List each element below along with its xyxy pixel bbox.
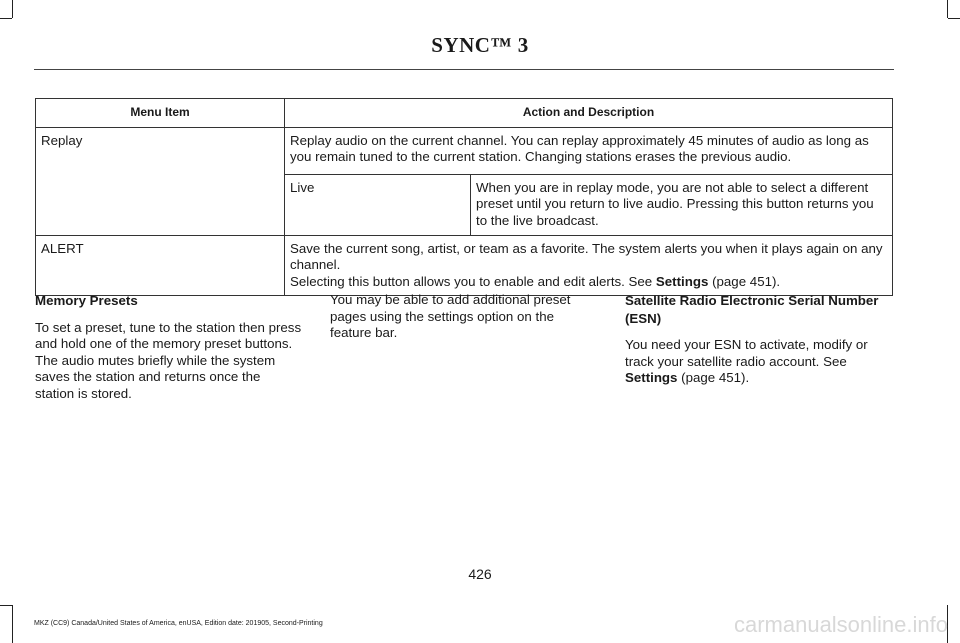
column-right bbox=[625, 292, 893, 397]
page-reference: (page 451). bbox=[712, 273, 781, 289]
column-header-menu-item: Menu Item bbox=[36, 99, 285, 128]
action-description-text: Selecting this button allows you to enable and edit alerts. See bbox=[290, 273, 653, 289]
crop-mark bbox=[12, 605, 13, 643]
action-cell bbox=[285, 235, 893, 296]
crop-mark bbox=[0, 605, 12, 606]
table-header-row bbox=[36, 99, 893, 128]
action-description: Save the current song, artist, or team as a favorite. The system alerts you when it plays again on any channel. bbox=[290, 240, 883, 273]
page-title: SYNC™ 3 bbox=[431, 33, 529, 57]
esn-text-block bbox=[625, 337, 893, 387]
esn-heading: Satellite Radio Electronic Serial Number (ESN) bbox=[625, 293, 879, 326]
footer-edition-info: MKZ (CC9) Canada/United States of America, enUSA, Edition date: 201905, Second-Printing bbox=[34, 620, 323, 627]
menu-table bbox=[35, 98, 893, 296]
crop-mark bbox=[948, 18, 960, 19]
settings-link[interactable]: Settings bbox=[625, 370, 678, 386]
action-description: Replay audio on the current channel. You can replay approximately 45 minutes of audio as long as you remain tuned to the current station. Changing stations erases the previous audio. bbox=[290, 132, 869, 165]
nested-table bbox=[285, 174, 892, 235]
memory-presets-text: To set a preset, tune to the station then press and hold one of the memory preset buttons. The audio mutes briefly while the system saves the station and returns once the station is stored. bbox=[35, 319, 302, 401]
action-cell bbox=[285, 127, 893, 235]
crop-mark bbox=[0, 18, 12, 19]
column-left bbox=[35, 292, 303, 412]
table-row bbox=[36, 127, 893, 235]
header-divider bbox=[34, 69, 894, 70]
column-middle bbox=[330, 292, 598, 352]
watermark: carmanualsonline.info bbox=[733, 612, 948, 637]
page-number: 426 bbox=[468, 566, 492, 582]
action-description-line bbox=[290, 274, 887, 291]
column-header-action: Action and Description bbox=[285, 99, 893, 128]
menu-item-cell: ALERT bbox=[36, 235, 285, 296]
additional-pages-text: You may be able to add additional preset pages using the settings option on the feature bar. bbox=[330, 292, 571, 341]
crop-mark bbox=[12, 0, 13, 18]
table-row bbox=[36, 235, 893, 296]
action-description: When you are in replay mode, you are not able to select a different preset until you return to live audio. Pressing this button returns you to the live broadcast. bbox=[471, 174, 893, 234]
page-reference: (page 451). bbox=[681, 370, 750, 386]
menu-item-cell: Live bbox=[285, 174, 471, 234]
memory-presets-heading: Memory Presets bbox=[35, 293, 138, 308]
table-row bbox=[285, 174, 892, 234]
settings-link[interactable]: Settings bbox=[655, 273, 709, 289]
esn-text: You need your ESN to activate, modify or track your satellite radio account. See bbox=[625, 337, 868, 369]
menu-item-cell: Replay bbox=[36, 127, 285, 235]
crop-mark bbox=[947, 0, 948, 18]
